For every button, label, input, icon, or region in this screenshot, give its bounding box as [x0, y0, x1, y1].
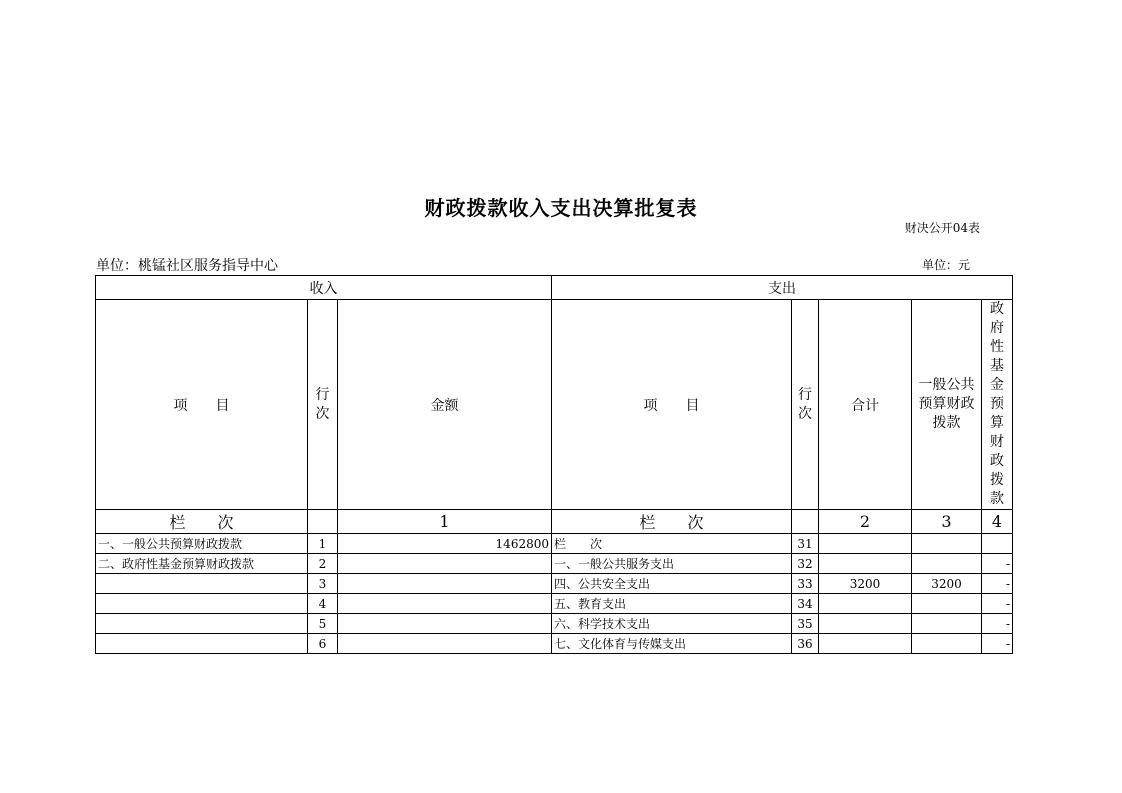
expense-item: 四、公共安全支出: [552, 574, 792, 594]
income-row-no: 6: [308, 634, 338, 654]
expense-item: 七、文化体育与传媒支出: [552, 634, 792, 654]
expense-row-no: 31: [792, 534, 819, 554]
lanci-income-row: [308, 510, 338, 534]
col-expense-total: 合计: [819, 300, 912, 510]
col-income-row-label: 行次: [315, 386, 330, 422]
income-row-no: 1: [308, 534, 338, 554]
expense-general: [912, 594, 982, 614]
expense-item: 六、科学技术支出: [552, 614, 792, 634]
expense-item: 一、一般公共服务支出: [552, 554, 792, 574]
col-expense-fund: [982, 300, 1013, 510]
income-amount: [338, 554, 552, 574]
expense-row-no: 34: [792, 594, 819, 614]
expense-fund: -: [982, 594, 1013, 614]
col-expense-item: 项 目: [552, 300, 792, 510]
lanci-fund-no: 4: [982, 510, 1013, 534]
table-row: [96, 634, 1013, 654]
income-amount: [338, 614, 552, 634]
expense-row-no: 36: [792, 634, 819, 654]
income-item: [96, 574, 308, 594]
expense-general: [912, 614, 982, 634]
lanci-income-label: 栏 次: [96, 510, 308, 534]
col-expense-row-label: 行次: [798, 386, 812, 422]
col-income-row: [308, 300, 338, 510]
expense-total: [819, 614, 912, 634]
income-item: [96, 634, 308, 654]
expense-total: 3200: [819, 574, 912, 594]
income-item: [96, 614, 308, 634]
table-row: [96, 554, 1013, 574]
expense-total: [819, 554, 912, 574]
expense-total: [819, 534, 912, 554]
col-expense-general: 一般公共预算财政拨款: [912, 300, 982, 510]
table-row: [96, 574, 1013, 594]
expense-general: [912, 634, 982, 654]
income-row-no: 4: [308, 594, 338, 614]
expense-total: [819, 594, 912, 614]
lanci-income-amount-no: 1: [338, 510, 552, 534]
col-income-amount: 金额: [338, 300, 552, 510]
section-header-row: [96, 276, 1013, 300]
column-header-row: [96, 300, 1013, 510]
table-row: [96, 614, 1013, 634]
col-expense-fund-label: 政府性基金预算财政拨款: [990, 301, 1005, 507]
expense-item: 五、教育支出: [552, 594, 792, 614]
income-amount: 1462800: [338, 534, 552, 554]
expense-fund: -: [982, 574, 1013, 594]
expense-item: 栏 次: [552, 534, 792, 554]
income-item: 二、政府性基金预算财政拨款: [96, 554, 308, 574]
expense-general: [912, 534, 982, 554]
appropriation-table: [95, 275, 1013, 654]
expense-fund: -: [982, 634, 1013, 654]
page-title: 财政拨款收入支出决算批复表: [424, 196, 698, 220]
col-income-item: 项 目: [96, 300, 308, 510]
expense-general: [912, 554, 982, 574]
expense-section-header: 支出: [552, 276, 1013, 300]
lanci-expense-row: [792, 510, 819, 534]
income-section-header: 收入: [96, 276, 552, 300]
income-row-no: 2: [308, 554, 338, 574]
column-number-row: [96, 510, 1013, 534]
lanci-general-no: 3: [912, 510, 982, 534]
income-item: 一、一般公共预算财政拨款: [96, 534, 308, 554]
form-code: 财决公开04表: [904, 221, 980, 235]
expense-row-no: 32: [792, 554, 819, 574]
unit-name: 单位：桃锰社区服务指导中心: [96, 258, 278, 274]
expense-row-no: 33: [792, 574, 819, 594]
income-amount: [338, 574, 552, 594]
col-expense-row: [792, 300, 819, 510]
expense-fund: -: [982, 614, 1013, 634]
income-row-no: 3: [308, 574, 338, 594]
income-row-no: 5: [308, 614, 338, 634]
income-amount: [338, 594, 552, 614]
table-row: [96, 534, 1013, 554]
expense-general: 3200: [912, 574, 982, 594]
expense-fund: -: [982, 554, 1013, 574]
income-amount: [338, 634, 552, 654]
table-row: [96, 594, 1013, 614]
expense-fund: [982, 534, 1013, 554]
expense-total: [819, 634, 912, 654]
lanci-expense-label: 栏 次: [552, 510, 792, 534]
expense-row-no: 35: [792, 614, 819, 634]
currency-unit: 单位：元: [922, 258, 971, 272]
income-item: [96, 594, 308, 614]
lanci-total-no: 2: [819, 510, 912, 534]
